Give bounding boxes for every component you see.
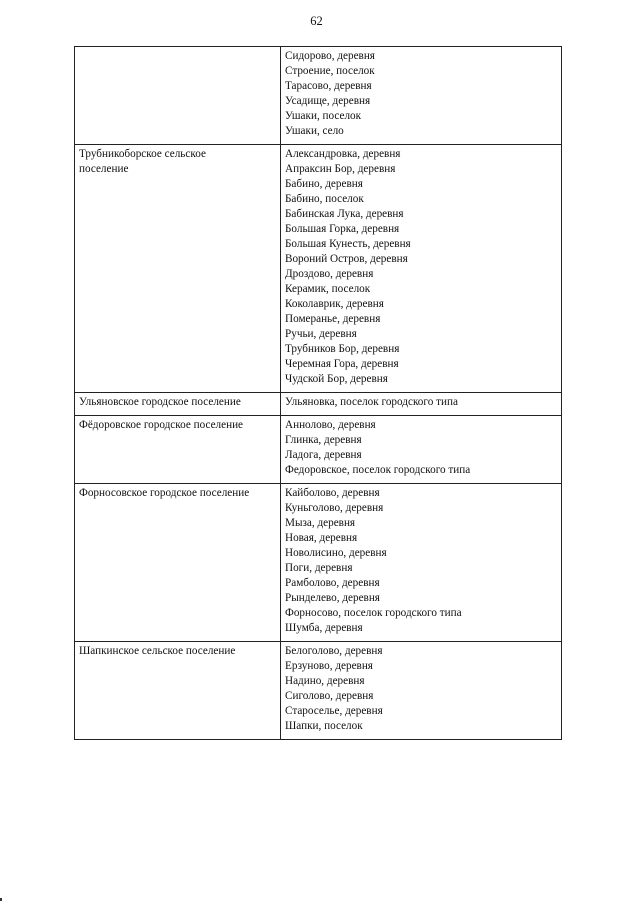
place-item: Тарасово, деревня <box>285 80 372 92</box>
place-item: Ерзуново, деревня <box>285 660 373 672</box>
place-item: Новолисино, деревня <box>285 547 387 559</box>
place-item: Ушаки, село <box>285 125 344 137</box>
place-item: Померанье, деревня <box>285 313 381 325</box>
place-item: Ушаки, поселок <box>285 110 362 122</box>
settlement-name-line: Форносовское городское поселение <box>79 487 250 499</box>
place-item: Сидорово, деревня <box>285 50 375 62</box>
place-item: Белоголово, деревня <box>285 645 383 657</box>
place-item: Поги, деревня <box>285 562 353 574</box>
page-number: 62 <box>310 14 323 28</box>
place-item: Аннолово, деревня <box>285 419 376 431</box>
place-item: Трубников Бор, деревня <box>285 343 400 355</box>
place-item: Черемная Гора, деревня <box>285 358 399 370</box>
place-item: Бабино, деревня <box>285 178 363 190</box>
settlement-name-line: Ульяновское городское поселение <box>79 396 241 408</box>
place-item: Ручьи, деревня <box>285 328 357 340</box>
place-item: Надино, деревня <box>285 675 365 687</box>
table-row <box>75 416 562 484</box>
place-item: Бабино, поселок <box>285 193 364 205</box>
places-cell <box>281 393 562 416</box>
place-item: Рамболово, деревня <box>285 577 380 589</box>
place-item: Кайболово, деревня <box>285 487 380 499</box>
places-cell <box>281 416 562 484</box>
table-row <box>75 484 562 642</box>
place-item: Бабинская Лука, деревня <box>285 208 404 220</box>
place-item: Глинка, деревня <box>285 434 362 446</box>
place-item: Александровка, деревня <box>285 148 401 160</box>
place-item: Апраксин Бор, деревня <box>285 163 396 175</box>
settlement-name-cell <box>75 642 281 740</box>
place-item: Сиголово, деревня <box>285 690 374 702</box>
place-item: Староселье, деревня <box>285 705 383 717</box>
scan-artifact <box>0 898 2 901</box>
settlements-table <box>74 46 562 740</box>
place-item: Форносово, поселок городского типа <box>285 607 462 619</box>
place-item: Керамик, поселок <box>285 283 371 295</box>
place-item: Мыза, деревня <box>285 517 356 529</box>
table-row <box>75 642 562 740</box>
places-cell <box>281 484 562 642</box>
place-item: Федоровское, поселок городского типа <box>285 464 471 476</box>
places-cell <box>281 145 562 393</box>
settlements-table-body <box>75 47 562 740</box>
place-item: Строение, поселок <box>285 65 375 77</box>
place-item: Дроздово, деревня <box>285 268 374 280</box>
place-item: Коколаврик, деревня <box>285 298 384 310</box>
places-cell <box>281 642 562 740</box>
settlement-name-line: Трубникоборское сельское <box>79 148 206 160</box>
place-item: Чудской Бор, деревня <box>285 373 388 385</box>
table-row <box>75 47 562 145</box>
place-item: Усадище, деревня <box>285 95 371 107</box>
place-item: Ульяновка, поселок городского типа <box>285 396 458 408</box>
settlement-name-cell <box>75 416 281 484</box>
places-cell <box>281 47 562 145</box>
place-item: Новая, деревня <box>285 532 358 544</box>
place-item: Вороний Остров, деревня <box>285 253 408 265</box>
settlement-name-cell <box>75 484 281 642</box>
place-item: Рынделево, деревня <box>285 592 380 604</box>
place-item: Куньголово, деревня <box>285 502 384 514</box>
place-item: Шапки, поселок <box>285 720 363 732</box>
settlement-name-cell <box>75 145 281 393</box>
settlement-name-line: Шапкинское сельское поселение <box>79 645 236 657</box>
place-item: Большая Кунесть, деревня <box>285 238 411 250</box>
place-item: Ладога, деревня <box>285 449 362 461</box>
table-row <box>75 145 562 393</box>
settlement-name-line: поселение <box>79 163 129 175</box>
place-item: Шумба, деревня <box>285 622 363 634</box>
place-item: Большая Горка, деревня <box>285 223 400 235</box>
settlement-name-line: Фёдоровское городское поселение <box>79 419 244 431</box>
table-row <box>75 393 562 416</box>
settlement-name-cell <box>75 47 281 145</box>
settlement-name-cell <box>75 393 281 416</box>
